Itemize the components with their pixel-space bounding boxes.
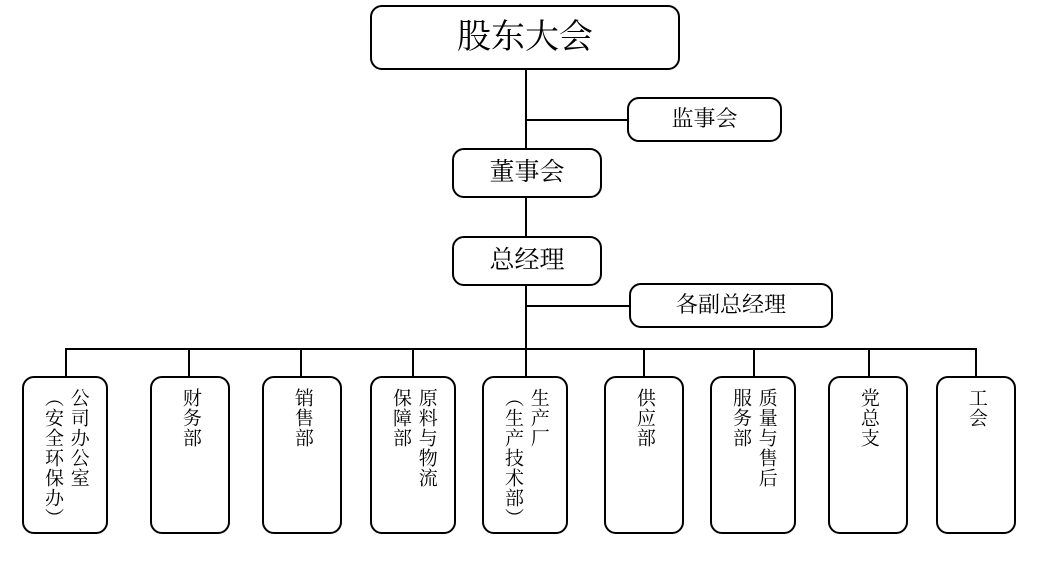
connector-drop-1 — [65, 348, 67, 376]
node-department-7[interactable] — [710, 376, 796, 534]
node-board-of-supervisors[interactable]: 监事会 — [627, 97, 782, 142]
node-general-manager[interactable]: 总经理 — [452, 236, 602, 286]
node-department-7-line-2: 服务部 — [730, 388, 751, 448]
node-department-2[interactable] — [150, 376, 230, 534]
connector-drop-6 — [643, 348, 645, 376]
node-department-3-line-1: 销售部 — [291, 388, 313, 448]
node-department-8[interactable] — [828, 376, 908, 534]
connector-drop-9 — [975, 348, 977, 376]
node-department-1[interactable] — [22, 376, 108, 534]
node-department-5[interactable] — [482, 376, 568, 534]
connector-to-supervisors — [525, 119, 627, 121]
node-department-1-line-2: （安全环保办） — [42, 388, 63, 528]
node-department-4[interactable] — [370, 376, 456, 534]
node-board-of-directors[interactable]: 董事会 — [452, 148, 602, 198]
node-department-3[interactable] — [262, 376, 342, 534]
node-department-9[interactable] — [936, 376, 1016, 534]
connector-drop-5 — [525, 348, 527, 376]
connector-drop-3 — [300, 348, 302, 376]
connector-drop-8 — [868, 348, 870, 376]
node-shareholders-meeting[interactable]: 股东大会 — [370, 5, 680, 70]
node-department-9-line-1: 工会 — [965, 388, 987, 428]
connector-department-bus — [65, 348, 975, 350]
connector-drop-7 — [753, 348, 755, 376]
node-department-1-line-1: 公司办公室 — [67, 388, 89, 488]
connector-drop-4 — [412, 348, 414, 376]
node-department-2-line-1: 财务部 — [179, 388, 201, 448]
node-department-6-line-1: 供应部 — [633, 388, 655, 448]
connector-to-deputy — [525, 305, 629, 307]
connector-gm-down — [525, 286, 527, 348]
node-department-6[interactable] — [604, 376, 684, 534]
connector-to-board — [525, 119, 527, 148]
node-department-5-line-1: 生产厂 — [527, 388, 549, 448]
connector-drop-2 — [188, 348, 190, 376]
node-department-8-line-1: 党总支 — [857, 388, 879, 448]
node-department-7-line-1: 质量与售后 — [755, 388, 777, 488]
node-department-5-line-2: （生产技术部） — [502, 388, 523, 528]
node-department-4-line-2: 保障部 — [390, 388, 411, 448]
connector-shareholders-down — [525, 70, 527, 120]
node-department-4-line-1: 原料与物流 — [415, 388, 437, 488]
connector-board-to-gm — [525, 198, 527, 236]
node-deputy-general-managers[interactable]: 各副总经理 — [629, 283, 833, 328]
